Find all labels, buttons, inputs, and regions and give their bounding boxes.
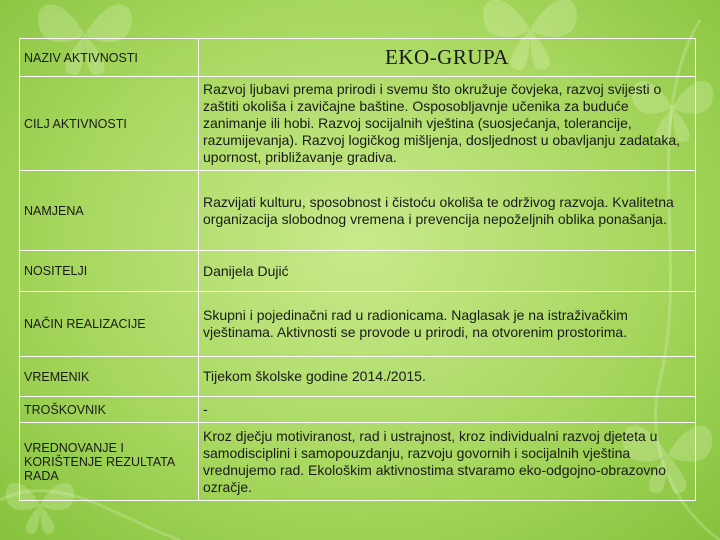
table-row: [20, 423, 696, 501]
row-label: NOSITELJI: [20, 251, 199, 292]
row-label: TROŠKOVNIK: [20, 397, 199, 423]
row-label: NAMJENA: [20, 171, 199, 251]
row-value: Danijela Dujić: [199, 251, 696, 292]
row-value: Kroz dječju motiviranost, rad i ustrajnost, kroz individualni razvoj djeteta u samodisciplini i samopouzdanju, razvoju govornih i socijalnih vještina vrednujemo rad. Ekološkim aktivnostima stvaramo eko-odgojno-obrazovno ozračje.: [199, 423, 696, 501]
row-label: VREMENIK: [20, 357, 199, 397]
row-value-line: organizacija slobodnog vremena i prevencija nepoželjnih oblika ponašanja.: [203, 210, 667, 227]
table-row: [20, 397, 696, 423]
table-row: [20, 171, 696, 251]
activity-title: EKO-GRUPA: [199, 39, 696, 77]
activity-info-table: [19, 38, 696, 501]
row-value: [199, 171, 696, 251]
row-value: Skupni i pojedinačni rad u radionicama. Naglasak je na istraživačkim vještinama. Aktivnosti se provode u prirodi, na otvorenim prostorima.: [199, 292, 696, 357]
table-row: [20, 77, 696, 171]
row-value: Razvoj ljubavi prema prirodi i svemu što okružuje čovjeka, razvoj svijesti o zaštiti okoliša i zavičajne baštine. Osposobljavnje učenika za buduće zanimanje ili hobi. Razvoj socijalnih vještina (suosjećanja, tolerancije, razumijevanja). Razvoj logičkog mišljenja, dosljednost u obavljanju zadataka, upornost, približavanje gradiva.: [199, 77, 696, 171]
row-value: Tijekom školske godine 2014./2015.: [199, 357, 696, 397]
row-value: -: [199, 397, 696, 423]
row-label: NAČIN REALIZACIJE: [20, 292, 199, 357]
table-row: [20, 251, 696, 292]
table-row: [20, 39, 696, 77]
row-label: VREDNOVANJE I KORIŠTENJE REZULTATA RADA: [20, 423, 199, 501]
row-value-line: Razvijati kulturu, sposobnost i čistoću okoliša te održivog razvoja. Kvalitetna: [203, 193, 674, 210]
row-label: CILJ AKTIVNOSTI: [20, 77, 199, 171]
table-row: [20, 357, 696, 397]
table-row: [20, 292, 696, 357]
row-label: NAZIV AKTIVNOSTI: [20, 39, 199, 77]
